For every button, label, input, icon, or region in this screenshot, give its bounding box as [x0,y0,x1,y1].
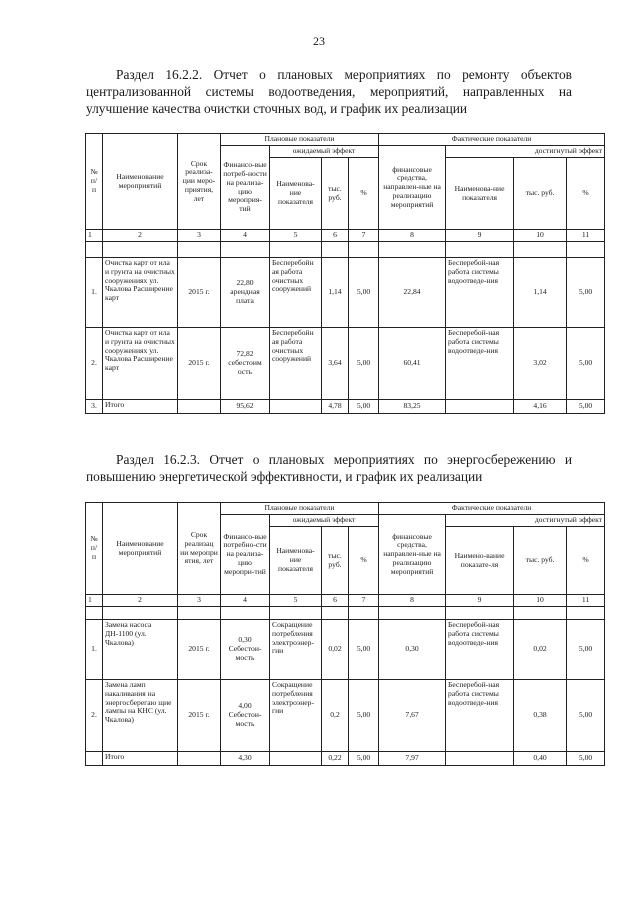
row-achieved-thous-rub: 0,40 [514,752,567,766]
row-achieved-thous-rub: 0,02 [514,620,567,680]
column-number: 7 [349,595,379,607]
header-indicator-name-achieved: Наименова-ние показателя [446,158,514,230]
row-planned-thous-rub: 0,22 [322,752,349,766]
row-achieved-thous-rub: 1,14 [514,258,567,328]
row-achieved-percent: 5,00 [567,620,605,680]
row-actual-financing: 0,30 [379,620,446,680]
row-achieved-percent: 5,00 [567,258,605,328]
row-actual-financing: 7,97 [379,752,446,766]
row-term [178,400,221,414]
column-number: 10 [514,595,567,607]
column-number: 11 [567,595,605,607]
header-percent: % [349,527,379,595]
section-heading-text: Раздел 16.2.3. Отчет о плановых мероприятиях по энергосбережению и повышению энергетической эффективности, и график их реализации [86,452,572,484]
row-no: 2. [86,328,103,400]
row-achieved-indicator: Бесперебой-ная работа системы водоотведе-ния [446,328,514,400]
header-fact: Фактические показатели [379,134,605,146]
row-achieved-indicator [446,400,514,414]
row-term: 2015 г. [178,620,221,680]
column-number-row [86,595,605,607]
row-financial-need: 22,80 арендная плата [221,258,270,328]
row-achieved-thous-rub: 3,02 [514,328,567,400]
header-indicator-name: Наименова-ние показателя [270,158,322,230]
column-number: 2 [103,230,178,242]
row-measure-name: Итого [103,752,178,766]
column-number-row [86,230,605,242]
column-number: 5 [270,230,322,242]
header-percent-achieved: % [567,527,605,595]
header-term: Срок реализа-ции меро-приятия, лет [178,134,221,230]
header-term: Срок реализац ии меропри ятия, лет [178,503,221,595]
row-achieved-percent: 5,00 [567,400,605,414]
spacer-row [86,242,605,258]
row-financial-need: 4,00 Себестои-мость [221,680,270,752]
header-fin-need: Финансо-вые потреб-ности на реализа-цию мероприя-тий [221,146,270,230]
column-number: 7 [349,230,379,242]
row-term: 2015 г. [178,680,221,752]
header-percent: % [349,158,379,230]
row-actual-financing: 60,41 [379,328,446,400]
row-financial-need: 95,62 [221,400,270,414]
row-planned-percent: 5,00 [349,620,379,680]
row-planned-indicator: Сокращение потребления электроэнер-гии [270,680,322,752]
header-expected-effect: ожидаемый эффект [270,146,379,158]
column-number: 10 [514,230,567,242]
header-fact: Фактические показатели [379,503,605,515]
table-row [86,620,605,680]
row-achieved-indicator: Бесперебой-ная работа системы водоотведе-ния [446,258,514,328]
row-term: 2015 г. [178,328,221,400]
header-no: № п/ п [86,503,103,595]
section-heading-text: Раздел 16.2.2. Отчет о плановых мероприятиях по ремонту объектов централизованной системы водоотведения, мероприятий, направленных на улучшение качества очистки сточных вод, и график их реализации [86,67,572,116]
table-row [86,328,605,400]
row-term: 2015 г. [178,258,221,328]
row-planned-thous-rub: 3,64 [322,328,349,400]
table-row [86,680,605,752]
column-number: 4 [221,595,270,607]
header-thous-rub-achieved: тыс. руб. [514,158,567,230]
column-number: 8 [379,595,446,607]
header-plan: Плановые показатели [221,134,379,146]
row-planned-thous-rub: 0,02 [322,620,349,680]
row-planned-indicator [270,752,322,766]
column-number: 3 [178,230,221,242]
section-heading-16-2-3 [86,451,572,485]
energy-saving-report-table [85,502,605,766]
row-measure-name: Замена насоса ДН-1100 (ул. Чкалова) [103,620,178,680]
row-planned-percent: 5,00 [349,258,379,328]
row-achieved-percent: 5,00 [567,752,605,766]
header-thous-rub: тыс. руб. [322,158,349,230]
header-achieved-effect: достигнутый эффект [446,146,605,158]
total-row [86,400,605,414]
row-no: 3. [86,400,103,414]
column-number: 4 [221,230,270,242]
row-no: 1. [86,620,103,680]
row-measure-name: Замена ламп накаливания на энергосберегаю щие лампы на КНС (ул. Чкалова) [103,680,178,752]
row-measure-name: Очистка карт от ила и грунта на очистных сооружениях ул. Чкалова Расширение карт [103,328,178,400]
row-planned-thous-rub: 0,2 [322,680,349,752]
column-number: 3 [178,595,221,607]
row-achieved-thous-rub: 4,16 [514,400,567,414]
column-number: 5 [270,595,322,607]
column-number: 1 [86,595,103,607]
row-achieved-thous-rub: 0,38 [514,680,567,752]
table-row [86,258,605,328]
header-thous-rub-achieved: тыс. руб. [514,527,567,595]
column-number: 9 [446,230,514,242]
wastewater-repair-report-table [85,133,605,414]
row-term [178,752,221,766]
row-measure-name: Итого [103,400,178,414]
row-planned-percent: 5,00 [349,680,379,752]
total-row [86,752,605,766]
header-indicator-name-achieved: Наимено-вание показате-ля [446,527,514,595]
column-number: 2 [103,595,178,607]
column-number: 6 [322,595,349,607]
row-no: 2. [86,680,103,752]
row-achieved-percent: 5,00 [567,680,605,752]
row-achieved-indicator [446,752,514,766]
header-row-1 [86,134,605,146]
row-achieved-indicator: Бесперебой-ная работа системы водоотведе-ния [446,680,514,752]
spacer-row [86,607,605,620]
row-planned-percent: 5,00 [349,400,379,414]
column-number: 11 [567,230,605,242]
header-plan: Плановые показатели [221,503,379,515]
header-row-1 [86,503,605,515]
header-no: № п/ п [86,134,103,230]
row-planned-percent: 5,00 [349,752,379,766]
header-percent-achieved: % [567,158,605,230]
header-name: Наименование мероприятий [103,134,178,230]
header-fin-means: финансовые средства, направлен-ные на реализацию мероприятий [379,515,446,595]
header-expected-effect: ожидаемый эффект [270,515,379,527]
row-actual-financing: 22,84 [379,258,446,328]
row-planned-thous-rub: 1,14 [322,258,349,328]
row-planned-thous-rub: 4,78 [322,400,349,414]
row-achieved-indicator: Бесперебой-ная работа системы водоотведе-ния [446,620,514,680]
row-financial-need: 0,30 Себестои-мость [221,620,270,680]
row-actual-financing: 7,67 [379,680,446,752]
row-no: 1. [86,258,103,328]
header-fin-means: финансовые средства, направлен-ные на реализацию мероприятий [379,146,446,230]
row-actual-financing: 83,25 [379,400,446,414]
row-planned-indicator: Бесперебойн ая работа очистных сооружений [270,328,322,400]
row-financial-need: 72,82 себестоим ость [221,328,270,400]
row-planned-indicator: Бесперебойн ая работа очистных сооружений [270,258,322,328]
row-financial-need: 4,30 [221,752,270,766]
row-planned-indicator: Сокращение потребления электроэнер-гии [270,620,322,680]
header-thous-rub: тыс. руб. [322,527,349,595]
header-name: Наименование мероприятий [103,503,178,595]
column-number: 8 [379,230,446,242]
row-no [86,752,103,766]
header-fin-need: Финансо-вые потребно-сти на реализа-цию меропри-тий [221,515,270,595]
section-heading-16-2-2 [86,66,572,117]
column-number: 1 [86,230,103,242]
column-number: 9 [446,595,514,607]
header-achieved-effect: достигнутый эффект [446,515,605,527]
row-planned-indicator [270,400,322,414]
row-achieved-percent: 5,00 [567,328,605,400]
header-indicator-name: Наименова-ние показателя [270,527,322,595]
row-planned-percent: 5,00 [349,328,379,400]
column-number: 6 [322,230,349,242]
row-measure-name: Очистка карт от ила и грунта на очистных сооружениях ул. Чкалова Расширение карт [103,258,178,328]
page-number: 23 [313,34,325,48]
